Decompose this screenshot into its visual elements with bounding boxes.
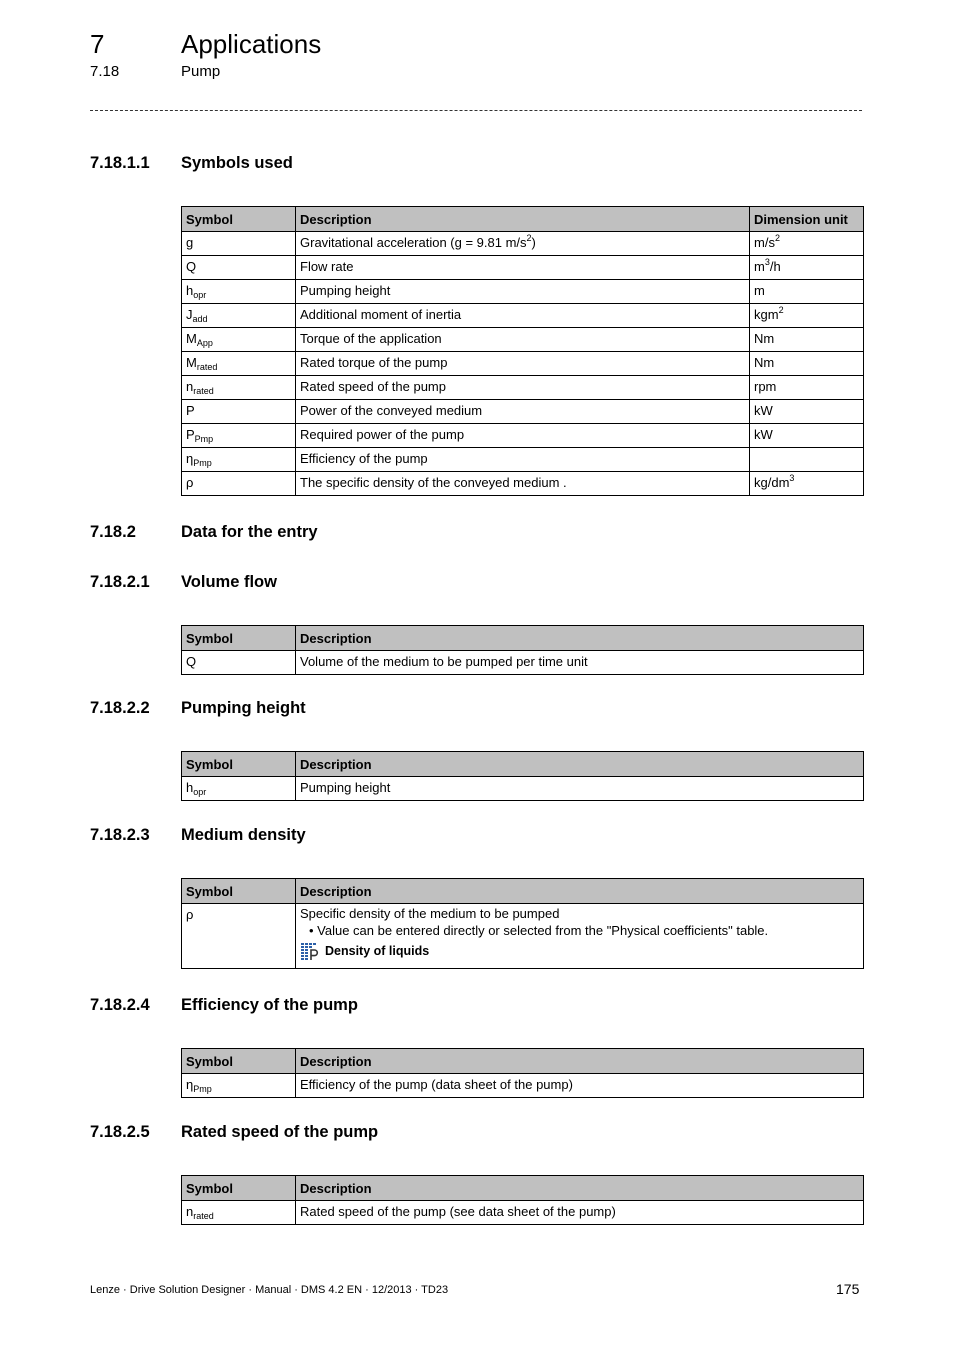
pumping-height-table (181, 751, 864, 801)
symbol-cell: ρ (182, 904, 296, 969)
description-text: Efficiency of the pump (300, 451, 428, 466)
heading-number-medium-density: 7.18.2.3 (90, 826, 150, 844)
symbol-cell (182, 448, 296, 472)
symbol-base: Q (186, 259, 197, 274)
description-cell (296, 352, 750, 376)
description-text: Required power of the pump (300, 427, 465, 442)
symbol-cell (182, 1074, 296, 1098)
document-table-icon (300, 941, 320, 961)
table-row (182, 424, 864, 448)
description-text: Additional moment of inertia (300, 307, 462, 322)
symbol-base: n (186, 379, 194, 394)
unit-text: kgm (754, 307, 779, 322)
section-title: Pump (181, 63, 221, 80)
table-header-row (182, 752, 864, 777)
table-row (182, 777, 864, 801)
description-text: Gravitational acceleration (g = 9.81 m/s (300, 235, 527, 250)
symbol-base: M (186, 355, 197, 370)
heading-number-rated-speed: 7.18.2.5 (90, 1123, 150, 1141)
efficiency-table (181, 1048, 864, 1098)
table-row (182, 448, 864, 472)
symbol-subscript: opr (193, 290, 207, 300)
density-of-liquids-link[interactable] (300, 941, 859, 961)
table-row (182, 232, 864, 256)
unit-superscript: 2 (778, 305, 784, 315)
heading-pumping-height: Pumping height (181, 699, 306, 717)
heading-data-entry: Data for the entry (181, 523, 318, 541)
symbol-base: ρ (186, 475, 194, 490)
unit-text: m (754, 283, 765, 298)
heading-number-efficiency: 7.18.2.4 (90, 996, 150, 1014)
table-row (182, 328, 864, 352)
unit-text: m/s (754, 235, 775, 250)
symbol-cell (182, 352, 296, 376)
symbol-base: n (186, 1204, 194, 1219)
symbol-base: g (186, 235, 194, 250)
column-header-description: Description (296, 1176, 864, 1201)
description-text: Power of the conveyed medium (300, 403, 483, 418)
symbol-cell (182, 328, 296, 352)
table-row (182, 400, 864, 424)
table-row (182, 352, 864, 376)
description-text: Rated speed of the pump (300, 379, 446, 394)
symbol-base: h (186, 780, 194, 795)
page-number: 175 (836, 1281, 860, 1297)
table-row (182, 1201, 864, 1225)
unit-cell (750, 400, 864, 424)
footer-document-info: Lenze · Drive Solution Designer · Manual · DMS 4.2 EN · 12/2013 · TD23 (90, 1284, 449, 1296)
description-cell (296, 904, 864, 969)
symbol-subscript: Pmp (194, 434, 214, 444)
symbols-table-body (182, 232, 864, 496)
symbol-base: η (186, 451, 194, 466)
heading-medium-density: Medium density (181, 826, 306, 844)
unit-text: rpm (754, 379, 777, 394)
column-header-symbol: Symbol (182, 1049, 296, 1074)
symbol-subscript: rated (193, 1211, 214, 1221)
symbol-subscript: add (192, 314, 208, 324)
symbol-subscript: opr (193, 787, 207, 797)
table-header-row (182, 1176, 864, 1201)
column-header-symbol: Symbol (182, 207, 296, 232)
description-text: Flow rate (300, 259, 354, 274)
description-cell (296, 304, 750, 328)
column-header-description: Description (296, 879, 864, 904)
medium-density-table (181, 878, 864, 969)
symbol-subscript: App (196, 338, 213, 348)
symbol-subscript: rated (196, 362, 218, 372)
description-cell (296, 400, 750, 424)
symbol-cell (182, 280, 296, 304)
column-header-description: Description (296, 752, 864, 777)
description-text: The specific density of the conveyed medium . (300, 475, 567, 490)
column-header-symbol: Symbol (182, 752, 296, 777)
column-header-description: Description (296, 207, 750, 232)
table-row (182, 651, 864, 675)
bullet-note: • Value can be entered directly or selected from the "Physical coefficients" table. (309, 923, 769, 938)
unit-text: kW (754, 427, 773, 442)
section-number: 7.18 (90, 63, 120, 80)
table-header-row (182, 626, 864, 651)
column-header-description: Description (296, 626, 864, 651)
unit-cell (750, 232, 864, 256)
symbol-base: M (186, 331, 197, 346)
description-cell: Efficiency of the pump (data sheet of the pump) (296, 1074, 864, 1098)
description-text: Torque of the application (300, 331, 442, 346)
symbol-cell (182, 424, 296, 448)
symbol-subscript: Pmp (193, 458, 212, 468)
description-cell: Rated speed of the pump (see data sheet of the pump) (296, 1201, 864, 1225)
heading-number-pumping-height: 7.18.2.2 (90, 699, 150, 717)
unit-superscript: 2 (774, 233, 780, 243)
symbol-base: J (186, 307, 193, 322)
table-row (182, 280, 864, 304)
table-row (182, 376, 864, 400)
symbol-cell (182, 232, 296, 256)
description-cell (296, 472, 750, 496)
symbol-base: η (186, 1077, 194, 1092)
table-header-row (182, 207, 864, 232)
symbol-cell (182, 304, 296, 328)
symbol-subscript: Pmp (193, 1084, 212, 1094)
unit-text: Nm (754, 355, 775, 370)
symbol-base: P (186, 427, 195, 442)
description-cell: Volume of the medium to be pumped per time unit (296, 651, 864, 675)
unit-cell (750, 424, 864, 448)
symbol-cell (182, 1201, 296, 1225)
symbol-cell (182, 777, 296, 801)
unit-cell (750, 352, 864, 376)
unit-text: kW (754, 403, 773, 418)
heading-symbols-used: Symbols used (181, 154, 293, 172)
column-header-symbol: Symbol (182, 626, 296, 651)
column-header-symbol: Symbol (182, 879, 296, 904)
column-header-dimension-unit: Dimension unit (750, 207, 864, 232)
description-cell (296, 328, 750, 352)
table-row (182, 472, 864, 496)
unit-cell (750, 280, 864, 304)
symbol-base: P (186, 403, 195, 418)
description-cell (296, 280, 750, 304)
table-row (182, 304, 864, 328)
table-row (182, 256, 864, 280)
unit-superscript: 3 (764, 257, 770, 267)
description-text: Pumping height (300, 283, 391, 298)
table-header-row (182, 879, 864, 904)
symbol-base: h (186, 283, 194, 298)
table-header-row (182, 1049, 864, 1074)
table-row (182, 904, 864, 969)
chapter-number: 7 (90, 29, 105, 59)
symbol-cell (182, 472, 296, 496)
heading-number-symbols-used: 7.18.1.1 (90, 154, 150, 172)
unit-cell (750, 448, 864, 472)
heading-efficiency: Efficiency of the pump (181, 996, 358, 1014)
symbol-cell (182, 400, 296, 424)
description-cell (296, 232, 750, 256)
symbol-subscript: rated (193, 386, 214, 396)
unit-text: Nm (754, 331, 775, 346)
unit-cell (750, 256, 864, 280)
table-row (182, 1074, 864, 1098)
unit-cell (750, 472, 864, 496)
chapter-title: Applications (181, 29, 322, 59)
heading-rated-speed: Rated speed of the pump (181, 1123, 379, 1141)
symbol-cell: Q (182, 651, 296, 675)
column-header-symbol: Symbol (182, 1176, 296, 1201)
symbol-cell (182, 376, 296, 400)
header-divider (90, 110, 862, 111)
description-cell (296, 448, 750, 472)
unit-cell (750, 304, 864, 328)
symbols-table (181, 206, 864, 496)
description-cell (296, 256, 750, 280)
description-text: Specific density of the medium to be pumped (300, 906, 560, 921)
description-cell: Pumping height (296, 777, 864, 801)
heading-number-data-entry: 7.18.2 (90, 523, 136, 541)
unit-cell (750, 328, 864, 352)
description-cell (296, 424, 750, 448)
unit-tail: /h (769, 259, 781, 274)
description-text: Rated torque of the pump (300, 355, 448, 370)
symbol-cell (182, 256, 296, 280)
column-header-description: Description (296, 1049, 864, 1074)
density-of-liquids-label[interactable]: Density of liquids (325, 944, 430, 958)
description-superscript: 2 (526, 233, 532, 243)
unit-superscript: 3 (789, 473, 795, 483)
heading-number-volume-flow: 7.18.2.1 (90, 573, 150, 591)
unit-cell (750, 376, 864, 400)
unit-text: kg/dm (754, 475, 790, 490)
rated-speed-table (181, 1175, 864, 1225)
description-tail: ) (531, 235, 536, 250)
heading-volume-flow: Volume flow (181, 573, 277, 591)
description-cell (296, 376, 750, 400)
unit-text: m (754, 259, 765, 274)
volume-flow-table (181, 625, 864, 675)
